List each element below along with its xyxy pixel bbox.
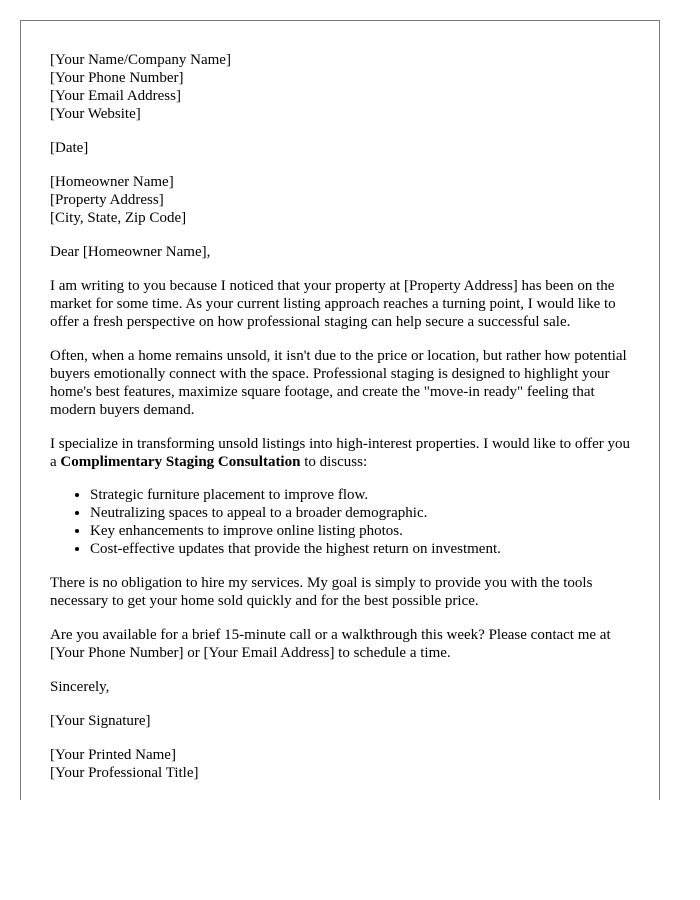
recipient-name: [Homeowner Name] bbox=[50, 174, 174, 190]
signer-block bbox=[50, 746, 640, 782]
recipient-city-state-zip: [City, State, Zip Code] bbox=[50, 210, 187, 226]
offer-text-before: I specialize in transforming unsold listings into high-interest properties. I would like to offer you a bbox=[50, 436, 631, 470]
paragraph-consultation-offer bbox=[50, 435, 640, 471]
signature: [Your Signature] bbox=[50, 713, 151, 729]
sender-block bbox=[50, 51, 640, 123]
list-item: • Strategic furniture placement to improve flow. bbox=[90, 486, 640, 504]
sender-email: [Your Email Address] bbox=[50, 88, 181, 104]
sender-phone: [Your Phone Number] bbox=[50, 70, 184, 86]
closing: Sincerely, bbox=[50, 679, 110, 695]
list-item: • Neutralizing spaces to appeal to a broader demographic. bbox=[90, 504, 640, 522]
paragraph-call-to-action: Are you available for a brief 15-minute call or a walkthrough this week? Please contact me at [Your Phone Number] or [Your Email Address] to schedule a time. bbox=[50, 627, 611, 661]
recipient-address: [Property Address] bbox=[50, 192, 164, 208]
offer-highlight: Complimentary Staging Consultation bbox=[60, 454, 301, 470]
consultation-topics-list bbox=[50, 486, 640, 558]
sender-name-company: [Your Name/Company Name] bbox=[50, 52, 231, 68]
paragraph-staging-benefits: Often, when a home remains unsold, it isn't due to the price or location, but rather how potential buyers emotionally connect with the space. Professional staging is designed to highlight your home's best features, maximize square footage, and create the "move-in ready" feeling that modern buyers demand. bbox=[50, 348, 627, 418]
recipient-block bbox=[50, 173, 640, 227]
list-item: • Cost-effective updates that provide the highest return on investment. bbox=[90, 540, 640, 558]
salutation: Dear [Homeowner Name], bbox=[50, 244, 211, 260]
printed-name: [Your Printed Name] bbox=[50, 747, 176, 763]
letter-content bbox=[50, 51, 640, 782]
letter-page bbox=[20, 20, 660, 800]
paragraph-no-obligation: There is no obligation to hire my services. My goal is simply to provide you with the tools necessary to get your home sold quickly and for the best possible price. bbox=[50, 575, 593, 609]
sender-website: [Your Website] bbox=[50, 106, 141, 122]
list-item: • Key enhancements to improve online listing photos. bbox=[90, 522, 640, 540]
offer-text-after: to discuss: bbox=[300, 454, 368, 470]
professional-title: [Your Professional Title] bbox=[50, 765, 199, 781]
paragraph-intro: I am writing to you because I noticed that your property at [Property Address] has been on the market for some time. As your current listing approach reaches a turning point, I would like to offer a fresh perspective on how professional staging can help secure a successful sale. bbox=[50, 278, 616, 330]
letter-date: [Date] bbox=[50, 140, 89, 156]
date-block bbox=[50, 139, 640, 157]
